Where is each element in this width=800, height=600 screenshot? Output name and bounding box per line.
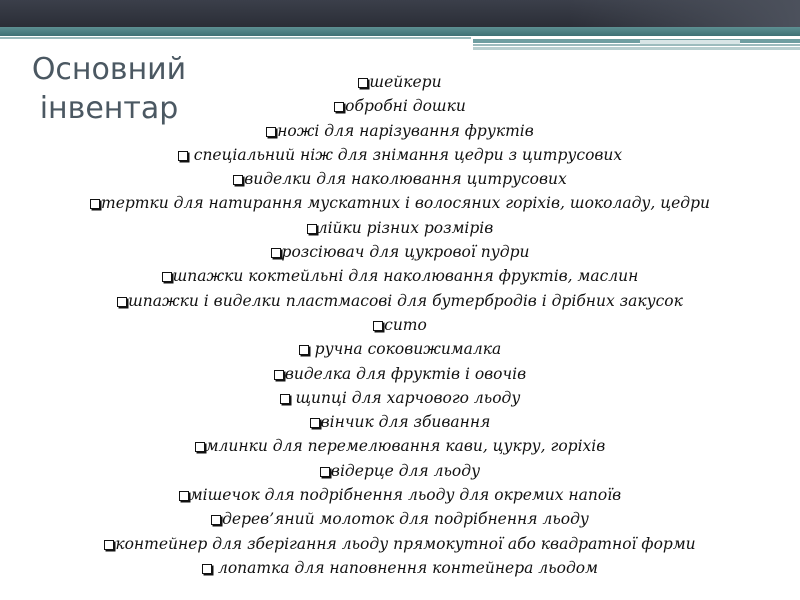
list-item-text: спеціальний ніж для знімання цедри з цитрусових xyxy=(188,145,623,164)
list-item-text: мішечок для подрібнення льоду для окремих напоїв xyxy=(189,486,622,505)
list-item-text: тертки для натирання мускатних і волосяних горіхів, шоколаду, цедри xyxy=(101,194,710,213)
list-item xyxy=(0,386,800,410)
divider-line-left xyxy=(0,37,471,39)
list-item-text: виделка для фруктів і овочів xyxy=(284,364,527,383)
square-bullet-icon xyxy=(373,321,383,331)
list-item-text: контейнер для зберігання льоду прямокутної або квадратної форми xyxy=(115,534,696,553)
square-bullet-icon xyxy=(179,491,189,501)
list-item xyxy=(0,532,800,556)
list-item-text: лійки різних розмірів xyxy=(317,218,494,237)
list-item-text: вінчик для збивання xyxy=(320,413,491,432)
divider-stripe-right xyxy=(473,39,800,43)
list-item-text: щипці для харчового льоду xyxy=(290,388,521,407)
list-item-text: дерев’яний молоток для подрібнення льоду xyxy=(222,510,589,529)
list-item-text: сито xyxy=(384,315,427,334)
list-item-text: ножі для нарізування фруктів xyxy=(277,121,534,140)
square-bullet-icon xyxy=(117,297,127,307)
slide-title-line-1: Основний xyxy=(31,52,187,87)
list-item xyxy=(0,70,800,94)
list-item xyxy=(0,289,800,313)
list-item xyxy=(0,434,800,458)
square-bullet-icon xyxy=(310,418,320,428)
list-item-text: шпажки і виделки пластмасові для бутербродів і дрібних закусок xyxy=(128,291,683,310)
square-bullet-icon xyxy=(90,199,100,209)
list-item-text: шейкери xyxy=(369,73,442,91)
list-item-text: млинки для перемелювання кави, цукру, горіхів xyxy=(205,437,606,456)
list-item xyxy=(0,191,800,215)
divider-stripe-right-pale xyxy=(473,47,800,50)
list-item xyxy=(0,264,800,288)
list-item xyxy=(0,459,800,483)
square-bullet-icon xyxy=(195,442,205,452)
square-bullet-icon xyxy=(274,370,284,380)
list-item-text: ручна соковижималка xyxy=(309,340,502,359)
list-item xyxy=(0,167,800,191)
list-item xyxy=(0,337,800,361)
top-banner-highlight xyxy=(570,0,800,27)
list-item-text: відерце для льоду xyxy=(330,461,481,480)
accent-stripe xyxy=(0,27,800,36)
list-item-text: шпажки коктейльні для наколювання фруктів, маслин xyxy=(172,267,639,286)
square-bullet-icon xyxy=(233,175,243,185)
list-item xyxy=(0,313,800,337)
divider-stripe-right-thin xyxy=(473,44,800,46)
square-bullet-icon xyxy=(271,248,281,258)
list-item xyxy=(0,362,800,386)
square-bullet-icon xyxy=(299,345,309,355)
equipment-list xyxy=(0,70,800,580)
square-bullet-icon xyxy=(320,467,330,477)
square-bullet-icon xyxy=(358,78,368,88)
square-bullet-icon xyxy=(178,151,188,161)
square-bullet-icon xyxy=(211,515,221,525)
square-bullet-icon xyxy=(202,564,212,574)
list-item xyxy=(0,216,800,240)
square-bullet-icon xyxy=(280,394,290,404)
list-item xyxy=(0,507,800,531)
square-bullet-icon xyxy=(162,272,172,282)
list-item-text: обробні дошки xyxy=(345,97,466,116)
list-item-text: виделки для наколювання цитрусових xyxy=(244,170,567,189)
list-item xyxy=(0,410,800,434)
list-item-text: лопатка для наповнення контейнера льодом xyxy=(213,558,598,577)
list-item xyxy=(0,483,800,507)
list-item xyxy=(0,143,800,167)
list-item xyxy=(0,556,800,580)
list-item xyxy=(0,94,800,118)
list-item xyxy=(0,240,800,264)
list-item-text: розсіювач для цукрової пудри xyxy=(281,243,530,262)
top-banner xyxy=(0,0,800,27)
square-bullet-icon xyxy=(266,127,276,137)
list-item xyxy=(0,119,800,143)
square-bullet-icon xyxy=(334,102,344,112)
square-bullet-icon xyxy=(104,540,114,550)
square-bullet-icon xyxy=(307,224,317,234)
slide-title-line-2: інвентар xyxy=(39,91,179,126)
